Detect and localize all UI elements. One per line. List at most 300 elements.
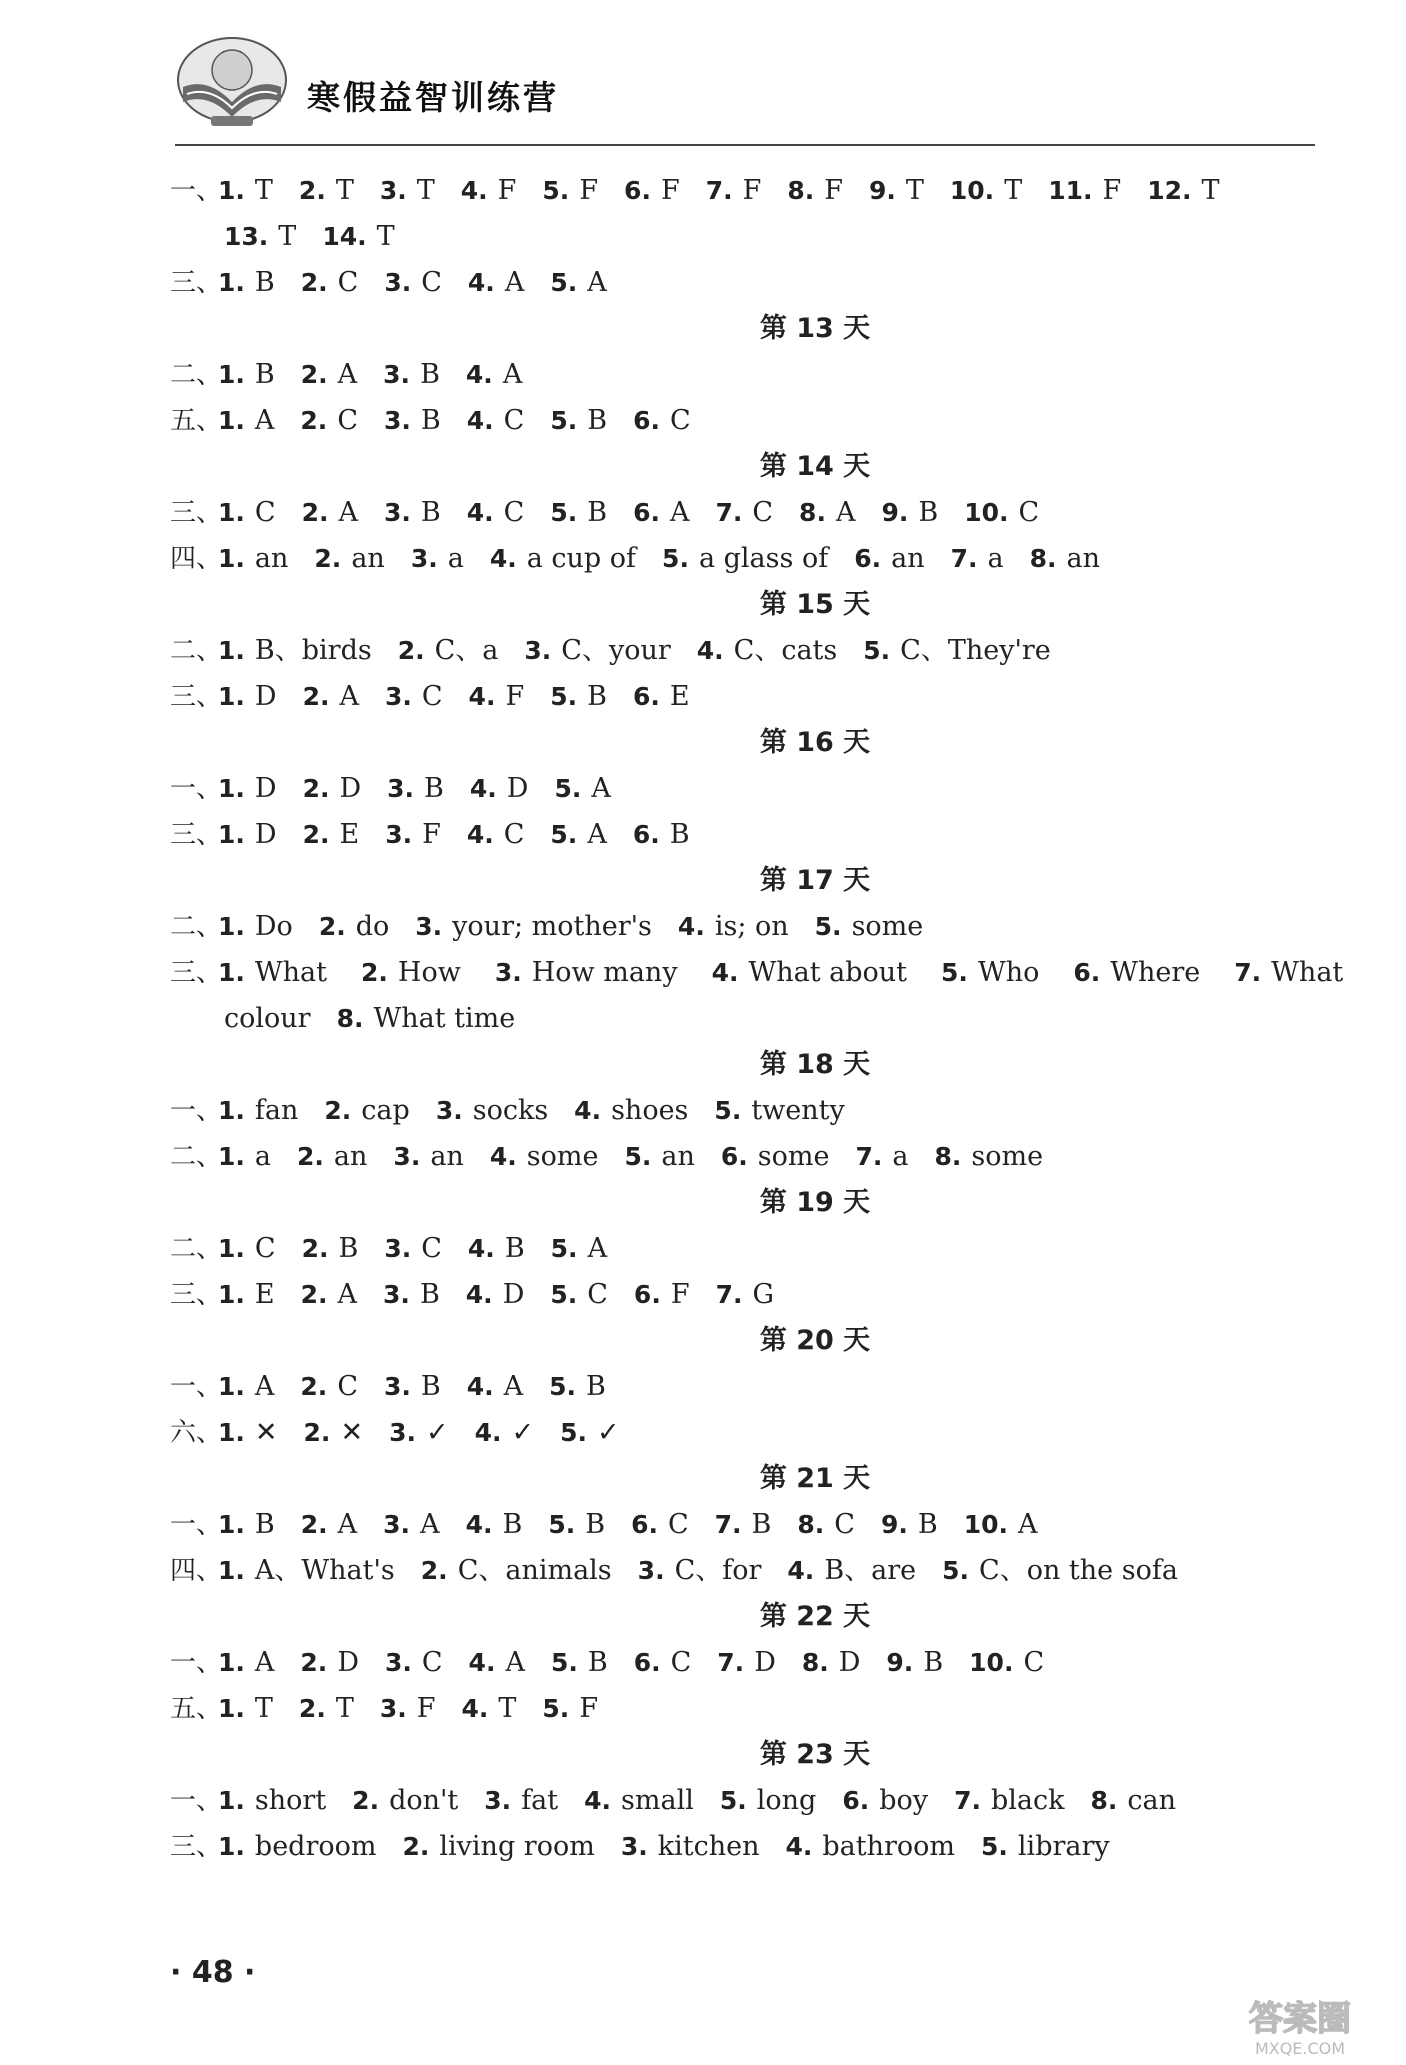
answer-text: colour	[224, 1003, 311, 1034]
answer-item	[218, 812, 277, 858]
answer-item	[218, 1502, 275, 1548]
question-number: 1.	[218, 912, 245, 941]
answer-item	[542, 1686, 598, 1732]
answer-text: ✓	[511, 1417, 535, 1448]
answer-text: D	[337, 1647, 359, 1678]
answer-text: long	[756, 1785, 817, 1816]
answer-item	[218, 536, 288, 582]
question-number: 2.	[302, 820, 330, 849]
question-number: 9.	[881, 498, 909, 527]
answer-row	[170, 628, 1320, 674]
answer-item	[415, 904, 652, 950]
answer-item	[466, 352, 522, 398]
question-number: 9.	[868, 176, 896, 205]
answer-item	[466, 1272, 525, 1318]
question-number: 5.	[550, 268, 578, 297]
answer-row	[170, 766, 1320, 812]
answer-item	[934, 1134, 1043, 1180]
question-number: 3.	[524, 636, 552, 665]
answer-text: C	[421, 681, 443, 712]
answer-text: some	[757, 1141, 830, 1172]
question-number: 4.	[466, 498, 494, 527]
answer-item	[467, 398, 525, 444]
question-number: 1.	[218, 544, 245, 573]
question-number: 5.	[942, 1556, 970, 1585]
answer-text: a cup of	[526, 543, 637, 574]
answer-text: B	[504, 1233, 525, 1264]
question-number: 3.	[385, 820, 413, 849]
answer-item	[787, 1548, 916, 1594]
answer-text: D	[339, 773, 362, 804]
answer-text: T	[254, 175, 273, 206]
answer-text: C	[503, 497, 525, 528]
answer-text: T	[1004, 175, 1023, 206]
answer-row	[170, 168, 1320, 214]
answer-item	[297, 1134, 367, 1180]
answer-text: E	[339, 819, 360, 850]
question-number: 5.	[624, 1142, 652, 1171]
section-label: 一、	[170, 1648, 223, 1678]
answer-item	[337, 996, 516, 1042]
answer-item	[484, 1778, 558, 1824]
section-label: 一、	[170, 1786, 223, 1816]
section-label: 五、	[170, 406, 223, 436]
answer-text: an	[430, 1141, 464, 1172]
question-number: 10.	[969, 1648, 1014, 1677]
question-number: 1.	[218, 774, 245, 803]
answer-text: Where	[1110, 957, 1201, 988]
question-number: 6.	[1073, 958, 1101, 987]
question-number: 4.	[467, 1234, 495, 1263]
watermark-logo	[1200, 1990, 1400, 2060]
answer-text: F	[742, 175, 762, 206]
answer-item	[384, 260, 442, 306]
answer-item	[863, 628, 1051, 674]
answer-item	[1147, 168, 1219, 214]
answer-text: B	[338, 1233, 359, 1264]
answer-text: an	[333, 1141, 368, 1172]
answer-item	[855, 1134, 908, 1180]
answer-item	[633, 674, 690, 720]
question-number: 5.	[662, 544, 689, 573]
answer-item	[383, 1272, 440, 1318]
question-number: 13.	[224, 222, 269, 251]
answer-row	[170, 1088, 1320, 1134]
question-number: 2.	[300, 1648, 328, 1677]
answer-text: library	[1017, 1831, 1110, 1862]
answer-item	[467, 490, 525, 536]
question-number: 2.	[314, 544, 342, 573]
question-number: 2.	[302, 774, 330, 803]
answer-item	[380, 168, 435, 214]
question-number: 7.	[705, 176, 733, 205]
answer-item	[218, 260, 275, 306]
question-number: 8.	[336, 1004, 364, 1033]
answer-item	[1234, 950, 1343, 996]
answer-item	[300, 1364, 358, 1410]
question-number: 5.	[549, 1372, 577, 1401]
answer-text: ✕	[254, 1417, 278, 1448]
question-number: 2.	[300, 1510, 328, 1539]
answer-text: bathroom	[822, 1831, 956, 1862]
question-number: 8.	[787, 176, 815, 205]
answer-item	[218, 1824, 376, 1870]
answer-item	[542, 168, 598, 214]
answer-item	[549, 1364, 606, 1410]
answer-text: an	[891, 543, 925, 574]
answer-text: small	[621, 1785, 694, 1816]
answer-text: B	[587, 405, 608, 436]
answer-item	[224, 214, 296, 260]
answer-text: C	[669, 405, 691, 436]
question-number: 5.	[981, 1832, 1008, 1861]
answer-item	[299, 168, 354, 214]
question-number: 7.	[855, 1142, 883, 1171]
answer-text: your; mother's	[452, 911, 652, 942]
answer-text: A	[587, 1233, 608, 1264]
section-label: 三、	[170, 268, 223, 298]
answer-text: D	[754, 1647, 776, 1678]
answer-item	[715, 1502, 772, 1548]
answer-item	[548, 1502, 605, 1548]
answer-item	[584, 1778, 694, 1824]
answer-item	[969, 1640, 1044, 1686]
answer-item	[964, 490, 1039, 536]
answer-item	[467, 812, 525, 858]
answer-text: A	[337, 359, 358, 390]
answer-text: C	[1023, 1647, 1045, 1678]
question-number: 8.	[797, 1510, 825, 1539]
answer-row	[170, 1824, 1320, 1870]
answer-item	[461, 168, 517, 214]
answer-text: B	[424, 773, 444, 804]
question-number: 4.	[466, 406, 494, 435]
answer-row	[170, 1410, 1320, 1456]
book-title: 寒假益智训练营	[307, 78, 559, 117]
answer-item	[301, 1502, 357, 1548]
question-number: 2.	[397, 636, 425, 665]
answer-text: C	[254, 497, 276, 528]
question-number: 3.	[620, 1832, 648, 1861]
answer-text: A	[339, 681, 359, 712]
question-number: 6.	[633, 1648, 661, 1677]
answer-text: T	[1201, 175, 1220, 206]
question-number: 4.	[460, 176, 488, 205]
section-label: 一、	[170, 774, 223, 804]
question-number: 7.	[717, 1648, 745, 1677]
answer-item	[468, 260, 524, 306]
answer-item	[475, 1410, 535, 1456]
answer-item	[301, 352, 357, 398]
question-number: 4.	[696, 636, 724, 665]
question-number: 3.	[379, 176, 407, 205]
answer-text: B	[420, 405, 441, 436]
answer-text: F	[824, 175, 843, 206]
answer-item	[721, 1134, 830, 1180]
answer-row	[170, 1502, 1320, 1548]
answer-row	[170, 674, 1320, 720]
section-label: 三、	[170, 498, 223, 528]
answer-text: F	[670, 1279, 690, 1310]
question-number: 5.	[550, 1648, 578, 1677]
answer-row	[170, 996, 1320, 1042]
answer-item	[467, 1364, 523, 1410]
answer-item	[550, 674, 607, 720]
question-number: 6.	[720, 1142, 748, 1171]
question-number: 3.	[383, 360, 411, 389]
question-number: 1.	[218, 1142, 245, 1171]
question-number: 14.	[322, 222, 367, 251]
answer-text: What	[1271, 957, 1344, 988]
answer-item	[550, 1272, 608, 1318]
question-number: 5.	[550, 682, 578, 711]
question-number: 11.	[1048, 176, 1093, 205]
answer-item	[301, 1272, 357, 1318]
question-number: 2.	[302, 682, 330, 711]
answer-text: A	[254, 1647, 275, 1678]
question-number: 4.	[465, 360, 493, 389]
answer-row	[170, 352, 1320, 398]
question-number: 1.	[218, 1372, 245, 1401]
answer-text: B	[587, 681, 607, 712]
answer-text: C	[503, 405, 525, 436]
page-header	[165, 32, 1315, 140]
question-number: 1.	[218, 1418, 245, 1447]
answer-item	[550, 260, 606, 306]
question-number: 4.	[711, 958, 739, 987]
day-heading: 第 16 天	[759, 727, 871, 758]
question-number: 3.	[383, 498, 411, 527]
question-number: 4.	[468, 682, 496, 711]
answer-text: B	[918, 497, 939, 528]
answer-text: D	[838, 1647, 861, 1678]
answer-text: do	[355, 911, 390, 942]
answer-item	[218, 628, 372, 674]
answer-text: T	[335, 1693, 354, 1724]
answer-text: D	[254, 773, 277, 804]
question-number: 1.	[218, 498, 245, 527]
answer-item	[384, 490, 441, 536]
answer-text: C	[1018, 497, 1040, 528]
answer-item	[468, 1226, 525, 1272]
question-number: 3.	[484, 1786, 512, 1815]
answer-text: How	[397, 957, 461, 988]
section-label: 三、	[170, 1832, 223, 1862]
answer-item	[634, 1272, 690, 1318]
answer-item	[421, 1548, 612, 1594]
question-number: 1.	[218, 1648, 245, 1677]
answer-text: black	[990, 1785, 1065, 1816]
answer-item	[384, 398, 441, 444]
question-number: 1.	[218, 1694, 245, 1723]
answer-item	[303, 674, 359, 720]
answer-text: some	[971, 1141, 1044, 1172]
answer-text: B	[923, 1647, 944, 1678]
question-number: 10.	[949, 176, 995, 205]
question-number: 2.	[300, 1280, 328, 1309]
question-number: 3.	[387, 774, 415, 803]
day-heading: 第 20 天	[759, 1325, 871, 1356]
answer-text: E	[254, 1279, 275, 1310]
question-number: 4.	[574, 1096, 602, 1125]
question-number: 5.	[548, 1510, 576, 1539]
answer-text: F	[660, 175, 680, 206]
answer-item	[218, 950, 327, 996]
question-number: 2.	[300, 268, 328, 297]
question-number: 6.	[632, 682, 660, 711]
answer-text: fan	[254, 1095, 299, 1126]
answer-text: What about	[748, 957, 908, 988]
answer-item	[461, 1686, 516, 1732]
answer-text: don't	[389, 1785, 459, 1816]
answer-text: D	[254, 681, 277, 712]
answer-text: A	[669, 497, 690, 528]
section-label: 三、	[170, 958, 223, 988]
question-number: 6.	[854, 544, 882, 573]
question-number: 5.	[550, 1234, 578, 1263]
answer-item	[942, 1548, 1178, 1594]
day-heading: 第 19 天	[759, 1187, 871, 1218]
answer-text: C	[503, 819, 525, 850]
answer-text: T	[905, 175, 924, 206]
answer-text: boy	[879, 1785, 929, 1816]
answer-text: A	[337, 1279, 358, 1310]
answer-text: some	[526, 1141, 599, 1172]
question-number: 2.	[402, 1832, 430, 1861]
question-number: 7.	[950, 544, 978, 573]
answer-item	[302, 490, 358, 536]
question-number: 1.	[218, 176, 245, 205]
answer-text: C	[670, 1647, 692, 1678]
question-number: 3.	[384, 1234, 412, 1263]
answer-item	[662, 536, 828, 582]
answer-item	[384, 1364, 441, 1410]
page-number: · 48 ·	[170, 1955, 256, 1990]
question-number: 4.	[461, 1694, 489, 1723]
question-number: 5.	[542, 1694, 570, 1723]
section-label: 五、	[170, 1694, 223, 1724]
question-number: 4.	[468, 1648, 496, 1677]
answer-item	[218, 1686, 273, 1732]
answer-item	[697, 628, 838, 674]
answer-text: What time	[373, 1003, 516, 1034]
answer-text: A	[420, 1509, 440, 1540]
question-number: 3.	[494, 958, 522, 987]
answer-text: A、What's	[254, 1555, 395, 1586]
question-number: 4.	[785, 1832, 813, 1861]
answer-item	[218, 1778, 326, 1824]
answer-text: C	[421, 1233, 442, 1264]
section-label: 六、	[170, 1418, 223, 1448]
question-number: 4.	[489, 544, 517, 573]
day-heading: 第 13 天	[759, 313, 871, 344]
answer-item	[322, 214, 394, 260]
answer-text: D	[502, 1279, 525, 1310]
question-number: 4.	[467, 268, 495, 297]
question-number: 9.	[880, 1510, 908, 1539]
answer-text: B	[419, 1279, 440, 1310]
answer-text: F	[422, 819, 441, 850]
question-number: 2.	[297, 1142, 324, 1171]
answer-item	[815, 904, 924, 950]
answer-item	[383, 1502, 439, 1548]
question-number: 3.	[379, 1694, 407, 1723]
section-label: 二、	[170, 1142, 223, 1172]
question-number: 1.	[218, 1096, 245, 1125]
answer-item	[886, 1640, 943, 1686]
answer-item	[715, 490, 773, 536]
answer-item	[716, 1272, 774, 1318]
answer-text: F	[416, 1693, 436, 1724]
answer-row	[170, 1134, 1320, 1180]
answer-item	[551, 1640, 608, 1686]
answer-text: socks	[472, 1095, 549, 1126]
answer-item	[398, 628, 499, 674]
answer-item	[631, 1502, 689, 1548]
answer-row	[170, 214, 1320, 260]
question-number: 2.	[420, 1556, 448, 1585]
answer-item	[1030, 536, 1100, 582]
answer-item	[436, 1088, 548, 1134]
day-heading: 第 21 天	[759, 1463, 871, 1494]
answer-text: Who	[977, 957, 1040, 988]
answer-text: C、cats	[733, 635, 838, 666]
question-number: 3.	[410, 544, 438, 573]
answer-item	[842, 1778, 928, 1824]
answer-text: twenty	[751, 1095, 845, 1126]
answer-item	[218, 1088, 298, 1134]
answer-row	[170, 398, 1320, 444]
answer-text: C	[337, 267, 359, 298]
answer-item	[624, 168, 680, 214]
answer-item	[218, 674, 277, 720]
answer-text: T	[254, 1693, 273, 1724]
question-number: 3.	[637, 1556, 665, 1585]
answer-text: B、are	[824, 1555, 917, 1586]
book-logo-icon	[173, 32, 291, 132]
question-number: 5.	[719, 1786, 747, 1815]
answer-item	[951, 536, 1004, 582]
answer-row	[170, 1778, 1320, 1824]
answer-item	[402, 1824, 594, 1870]
answer-text: D	[506, 773, 529, 804]
question-number: 6.	[631, 1510, 658, 1539]
answer-item	[550, 398, 607, 444]
question-number: 3.	[383, 1280, 410, 1309]
answer-item	[869, 168, 924, 214]
answer-text: A	[254, 405, 275, 436]
question-number: 5.	[941, 958, 968, 987]
answer-item	[319, 904, 389, 950]
answer-text: living room	[439, 1831, 595, 1862]
question-number: 2.	[301, 1234, 329, 1263]
question-number: 2.	[300, 360, 328, 389]
answer-text: A	[505, 1647, 525, 1678]
answer-text: C、animals	[457, 1555, 612, 1586]
section-label: 一、	[170, 1096, 223, 1126]
question-number: 10.	[963, 1510, 1009, 1539]
answer-item	[981, 1824, 1110, 1870]
answer-text: How many	[531, 957, 678, 988]
question-number: 8.	[799, 498, 826, 527]
answer-text: a	[987, 543, 1004, 574]
answer-text: short	[254, 1785, 327, 1816]
answer-row	[170, 1226, 1320, 1272]
answer-text: T	[278, 221, 297, 252]
question-number: 1.	[218, 958, 245, 987]
answer-text: an	[661, 1141, 695, 1172]
section-label: 二、	[170, 1234, 223, 1264]
